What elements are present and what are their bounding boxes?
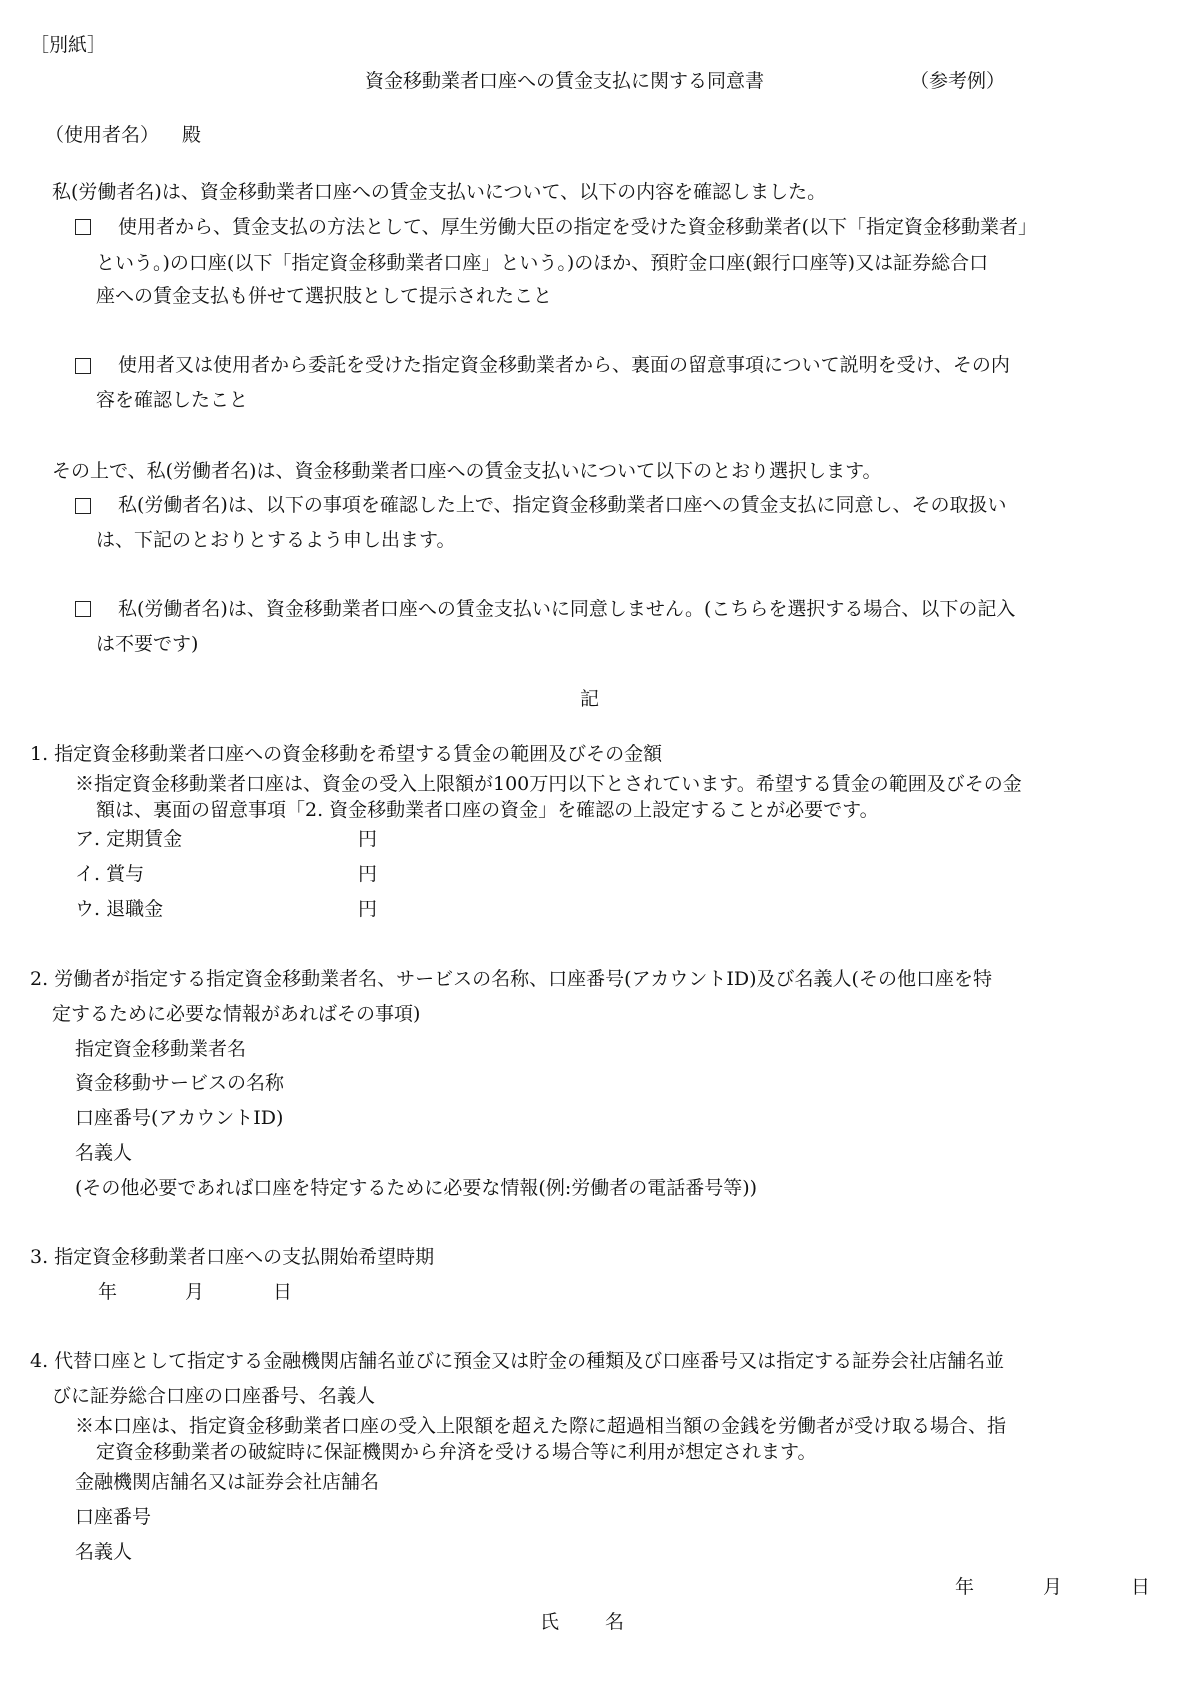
- name-label-second: 名: [605, 1611, 625, 1633]
- confirm-item2-line: 使用者又は使用者から委託を受けた指定資金移動業者から、裏面の留意事項について説明を受け、その内: [118, 354, 1010, 376]
- confirm-item1-checkbox[interactable]: [75, 219, 91, 235]
- confirm-item2-line: 容を確認したこと: [96, 389, 249, 411]
- start-day-label: 日: [273, 1281, 293, 1303]
- section1-note-line: 額は、裏面の留意事項「2. 資金移動業者口座の資金」を確認の上設定することが必要です。: [96, 799, 879, 821]
- document-title: 資金移動業者口座への賃金支払に関する同意書: [365, 70, 765, 92]
- wage-row-unit: 円: [358, 828, 378, 850]
- section2-heading-line: 定するために必要な情報があればその事項): [52, 1003, 421, 1025]
- confirm-item1-line: 座への賃金支払も併せて選択肢として提示されたこと: [96, 285, 553, 307]
- sign-year-label: 年: [955, 1576, 975, 1598]
- confirm-intro: 私(労働者名)は、資金移動業者口座への賃金支払いについて、以下の内容を確認しました。: [52, 181, 827, 203]
- disagree-checkbox[interactable]: [75, 601, 91, 617]
- confirm-item1-line: という。)の口座(以下「指定資金移動業者口座」という。)のほか、預貯金口座(銀行口座等)又は証券総合口: [96, 252, 989, 274]
- start-month-label: 月: [185, 1281, 205, 1303]
- section4-heading-line: 4. 代替口座として指定する金融機関店舗名並びに預金又は貯金の種類及び口座番号又は指定する証券会社店舗名並: [30, 1350, 1005, 1372]
- section2-field: 名義人: [75, 1142, 133, 1164]
- agree-line: 私(労働者名)は、以下の事項を確認した上で、指定資金移動業者口座への賃金支払に同意し、その取扱い: [118, 494, 1007, 516]
- disagree-line: 私(労働者名)は、資金移動業者口座への賃金支払いに同意しません。(こちらを選択する場合、以下の記入: [118, 598, 1016, 620]
- title-note: （参考例）: [910, 70, 1006, 92]
- addressee-label: （使用者名）: [45, 124, 160, 146]
- section4-field: 口座番号: [75, 1506, 152, 1528]
- section1-heading: 1. 指定資金移動業者口座への資金移動を希望する賃金の範囲及びその金額: [30, 743, 663, 765]
- confirm-item1-line: 使用者から、賃金支払の方法として、厚生労働大臣の指定を受けた資金移動業者(以下「指定資金移動業者」: [118, 216, 1038, 238]
- section2-field: 指定資金移動業者名: [75, 1038, 247, 1060]
- wage-row-label: ア. 定期賃金: [75, 828, 183, 850]
- agree-checkbox[interactable]: [75, 498, 91, 514]
- wage-row-unit: 円: [358, 863, 378, 885]
- section4-field: 名義人: [75, 1541, 133, 1563]
- section2-field: 資金移動サービスの名称: [75, 1072, 285, 1094]
- section4-heading-line: びに証券総合口座の口座番号、名義人: [52, 1385, 376, 1407]
- section4-note-line: 定資金移動業者の破綻時に保証機関から弁済を受ける場合等に利用が想定されます。: [96, 1441, 817, 1463]
- sign-month-label: 月: [1043, 1576, 1063, 1598]
- start-year-label: 年: [98, 1281, 118, 1303]
- wage-row-label: イ. 賞与: [75, 863, 145, 885]
- section4-field: 金融機関店舗名又は証券会社店舗名: [75, 1471, 380, 1493]
- section4-note-line: ※本口座は、指定資金移動業者口座の受入上限額を超えた際に超過相当額の金銭を労働者が受け取る場合、指: [75, 1415, 1007, 1437]
- section2-heading-line: 2. 労働者が指定する指定資金移動業者名、サービスの名称、口座番号(アカウントID)及び名義人(その他口座を特: [30, 968, 992, 990]
- disagree-line: は不要です): [96, 633, 199, 655]
- sign-day-label: 日: [1131, 1576, 1151, 1598]
- section3-heading: 3. 指定資金移動業者口座への支払開始希望時期: [30, 1246, 435, 1268]
- confirm-item2-checkbox[interactable]: [75, 358, 91, 374]
- addressee-honorific: 殿: [182, 124, 202, 146]
- annex-tag: ［別紙］: [30, 34, 107, 56]
- section1-note-line: ※指定資金移動業者口座は、資金の受入上限額が100万円以下とされています。希望する賃金の範囲及びその金: [75, 773, 1022, 795]
- select-intro: その上で、私(労働者名)は、資金移動業者口座への賃金支払いについて以下のとおり選択します。: [52, 460, 882, 482]
- name-label-first: 氏: [540, 1611, 560, 1633]
- wage-row-label: ウ. 退職金: [75, 898, 164, 920]
- section2-field: (その他必要であれば口座を特定するために必要な情報(例:労働者の電話番号等)): [75, 1177, 758, 1199]
- wage-row-unit: 円: [358, 898, 378, 920]
- ki-marker: 記: [580, 688, 600, 710]
- section2-field: 口座番号(アカウントID): [75, 1107, 284, 1129]
- agree-line: は、下記のとおりとするよう申し出ます。: [96, 529, 456, 551]
